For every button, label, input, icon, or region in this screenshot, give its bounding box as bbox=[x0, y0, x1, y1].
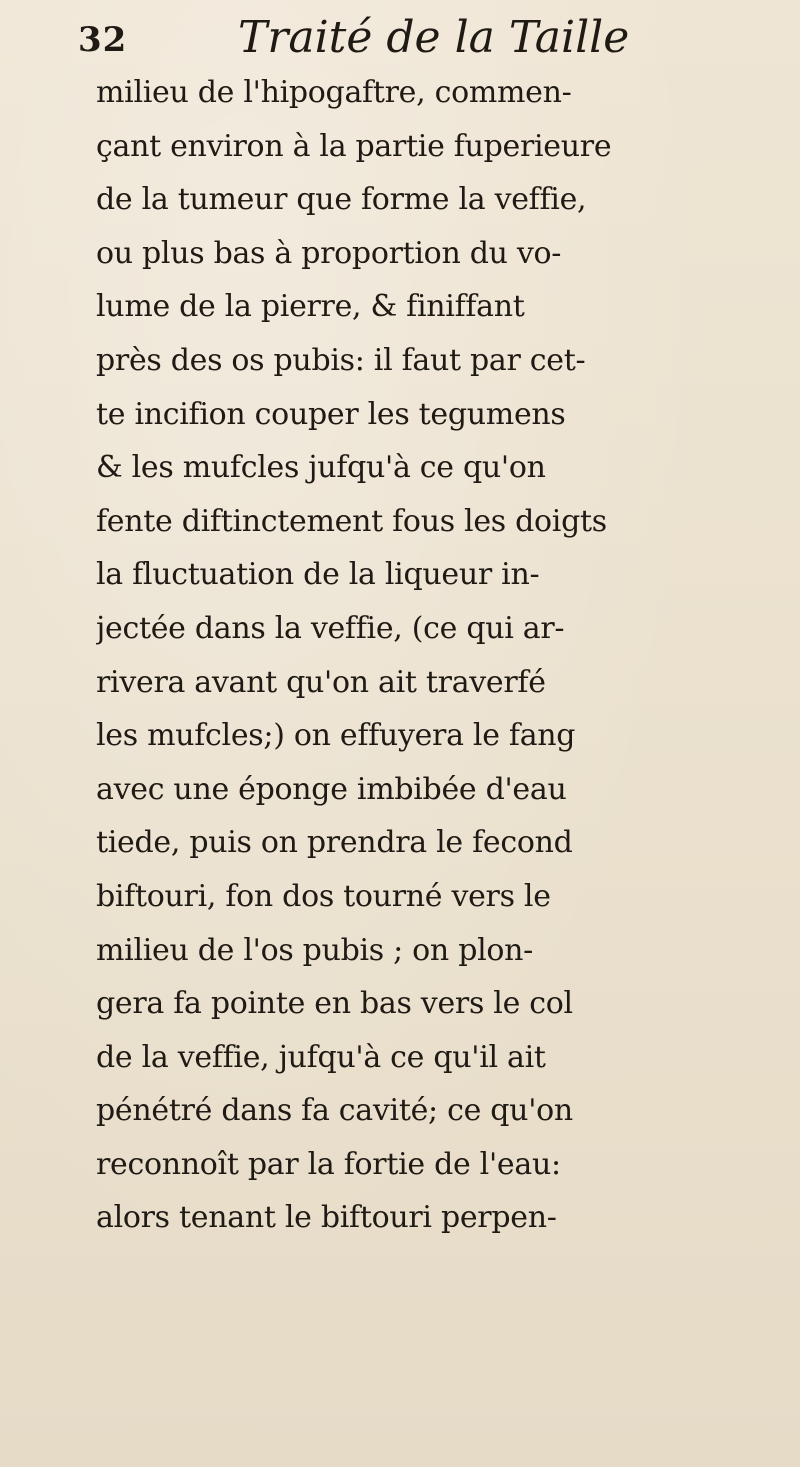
text-line: fente diftinctement fous les doigts bbox=[96, 503, 607, 539]
text-line: près des os pubis: il faut par cet- bbox=[96, 342, 586, 378]
text-line: la fluctuation de la liqueur in- bbox=[96, 557, 540, 593]
running-title: Traité de la Taille bbox=[238, 12, 630, 63]
text-line: de la tumeur que forme la veffie, bbox=[96, 182, 587, 218]
text-line: milieu de l'hipogaftre, commen- bbox=[96, 75, 572, 110]
text-line: te incifion couper les tegumens bbox=[96, 396, 566, 432]
text-line: biftouri, fon dos tourné vers le bbox=[96, 878, 551, 914]
text-line: de la veffie, jufqu'à ce qu'il ait bbox=[96, 1039, 546, 1075]
text-line: lume de la pierre, & finiffant bbox=[96, 289, 525, 325]
text-line: avec une éponge imbibée d'eau bbox=[96, 771, 567, 807]
text-line: rivera avant qu'on ait traverfé bbox=[96, 664, 546, 700]
text-line: ou plus bas à proportion du vo- bbox=[96, 235, 562, 271]
running-head bbox=[78, 12, 738, 72]
text-line: reconnoît par la fortie de l'eau: bbox=[96, 1146, 561, 1182]
body-text bbox=[96, 66, 786, 1245]
text-line: jectée dans la veffie, (ce qui ar- bbox=[96, 610, 565, 646]
text-line: pénétré dans fa cavité; ce qu'on bbox=[96, 1093, 573, 1129]
text-line: & les mufcles jufqu'à ce qu'on bbox=[96, 450, 546, 486]
text-line: çant environ à la partie fuperieure bbox=[96, 128, 612, 164]
text-line: tiede, puis on prendra le fecond bbox=[96, 825, 573, 861]
text-line: gera fa pointe en bas vers le col bbox=[96, 986, 573, 1022]
page-number: 32 bbox=[78, 20, 128, 60]
text-line: milieu de l'os pubis ; on plon- bbox=[96, 932, 534, 968]
text-line: alors tenant le biftouri perpen- bbox=[96, 1200, 557, 1236]
text-line: les mufcles;) on effuyera le fang bbox=[96, 718, 576, 754]
